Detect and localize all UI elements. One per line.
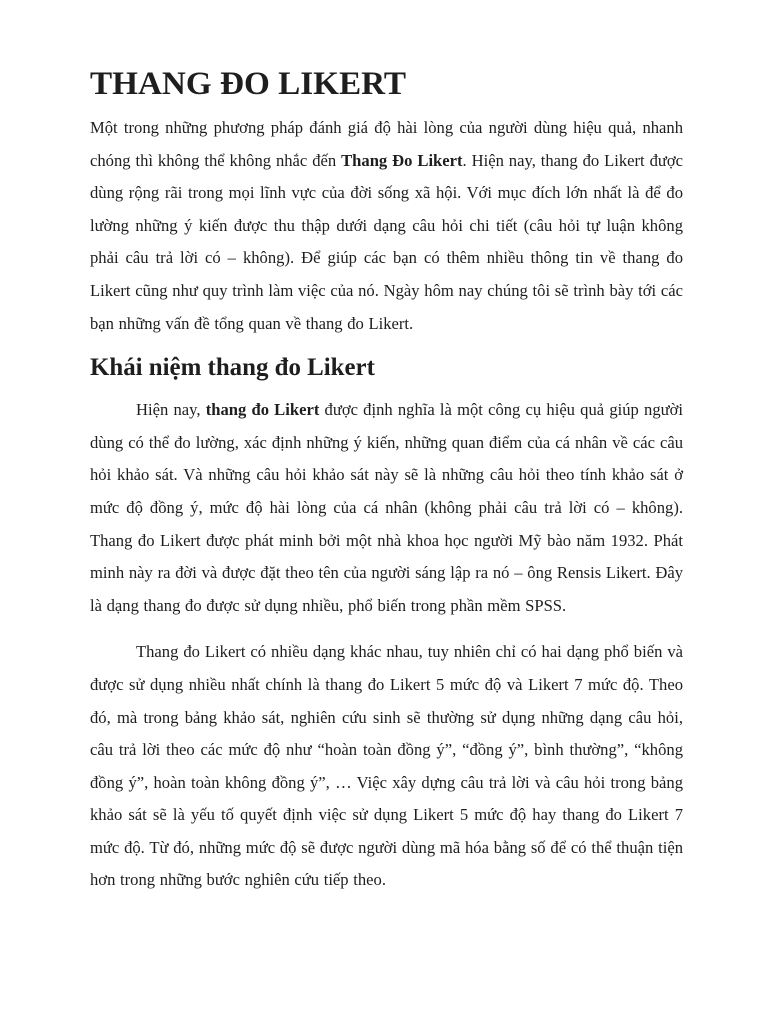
intro-text-part1: Một trong những phương pháp đánh giá độ hài lòng của người dùng hiệu quả, nhanh chóng thì không thể không nhắc đến [90,118,683,170]
types-paragraph: Thang đo Likert có nhiều dạng khác nhau, tuy nhiên chỉ có hai dạng phổ biến và được sử dụng nhiều nhất chính là thang đo Likert 5 mức độ và Likert 7 mức độ. Theo đó, mà trong bảng khảo sát, nghiên cứu sinh sẽ thường sử dụng những dạng câu hỏi, câu trả lời theo các mức độ như “hoàn toàn đồng ý”, “đồng ý”, bình thường”, “không đồng ý”, hoàn toàn không đồng ý”, … Việc xây dựng câu trả lời và câu hỏi trong bảng khảo sát sẽ là yếu tố quyết định việc sử dụng Likert 5 mức độ hay thang đo Likert 7 mức độ. Từ đó, những mức độ sẽ được người dùng mã hóa bằng số để có thể thuận tiện hơn trong những bước nghiên cứu tiếp theo. [90,642,683,890]
document-title: THANG ĐO LIKERT [90,65,407,102]
intro-paragraph [90,112,683,340]
definition-paragraph [90,394,683,622]
definition-text-part2: được định nghĩa là một công cụ hiệu quả giúp người dùng có thể đo lường, xác định những ý kiến, những quan điểm của cá nhân về các câu hỏi khảo sát. Và những câu hỏi khảo sát này sẽ là những câu hỏi theo tính khảo sát ở mức độ đồng ý, mức độ hài lòng của cá nhân (không phải câu trả lời có – không). Thang đo Likert được phát minh bởi một nhà khoa học người Mỹ bào năm 1932. Phát minh này ra đời và được đặt theo tên của người sáng lập ra nó – ông Rensis Likert. Đây là dạng thang đo được sử dụng nhiều, phổ biến trong phần mềm SPSS. [90,400,683,615]
section-heading: Khái niệm thang đo Likert [90,354,375,382]
definition-text-part1: Hiện nay, [136,400,206,420]
definition-bold-term: thang đo Likert [205,400,320,420]
intro-text-part2: . Hiện nay, thang đo Likert được dùng rộng rãi trong mọi lĩnh vực của đời sống xã hội. Với mục đích lớn nhất là để đo lường những ý kiến được thu thập dưới dạng câu hỏi chi tiết (câu hỏi tự luận không phải câu trả lời có – không). Để giúp các bạn có thêm nhiều thông tin về thang đo Likert cũng như quy trình làm việc của nó. Ngày hôm nay chúng tôi sẽ trình bày tới các bạn những vấn đề tổng quan về thang đo Likert. [90,150,683,333]
intro-bold-term: Thang Đo Likert [341,150,463,170]
